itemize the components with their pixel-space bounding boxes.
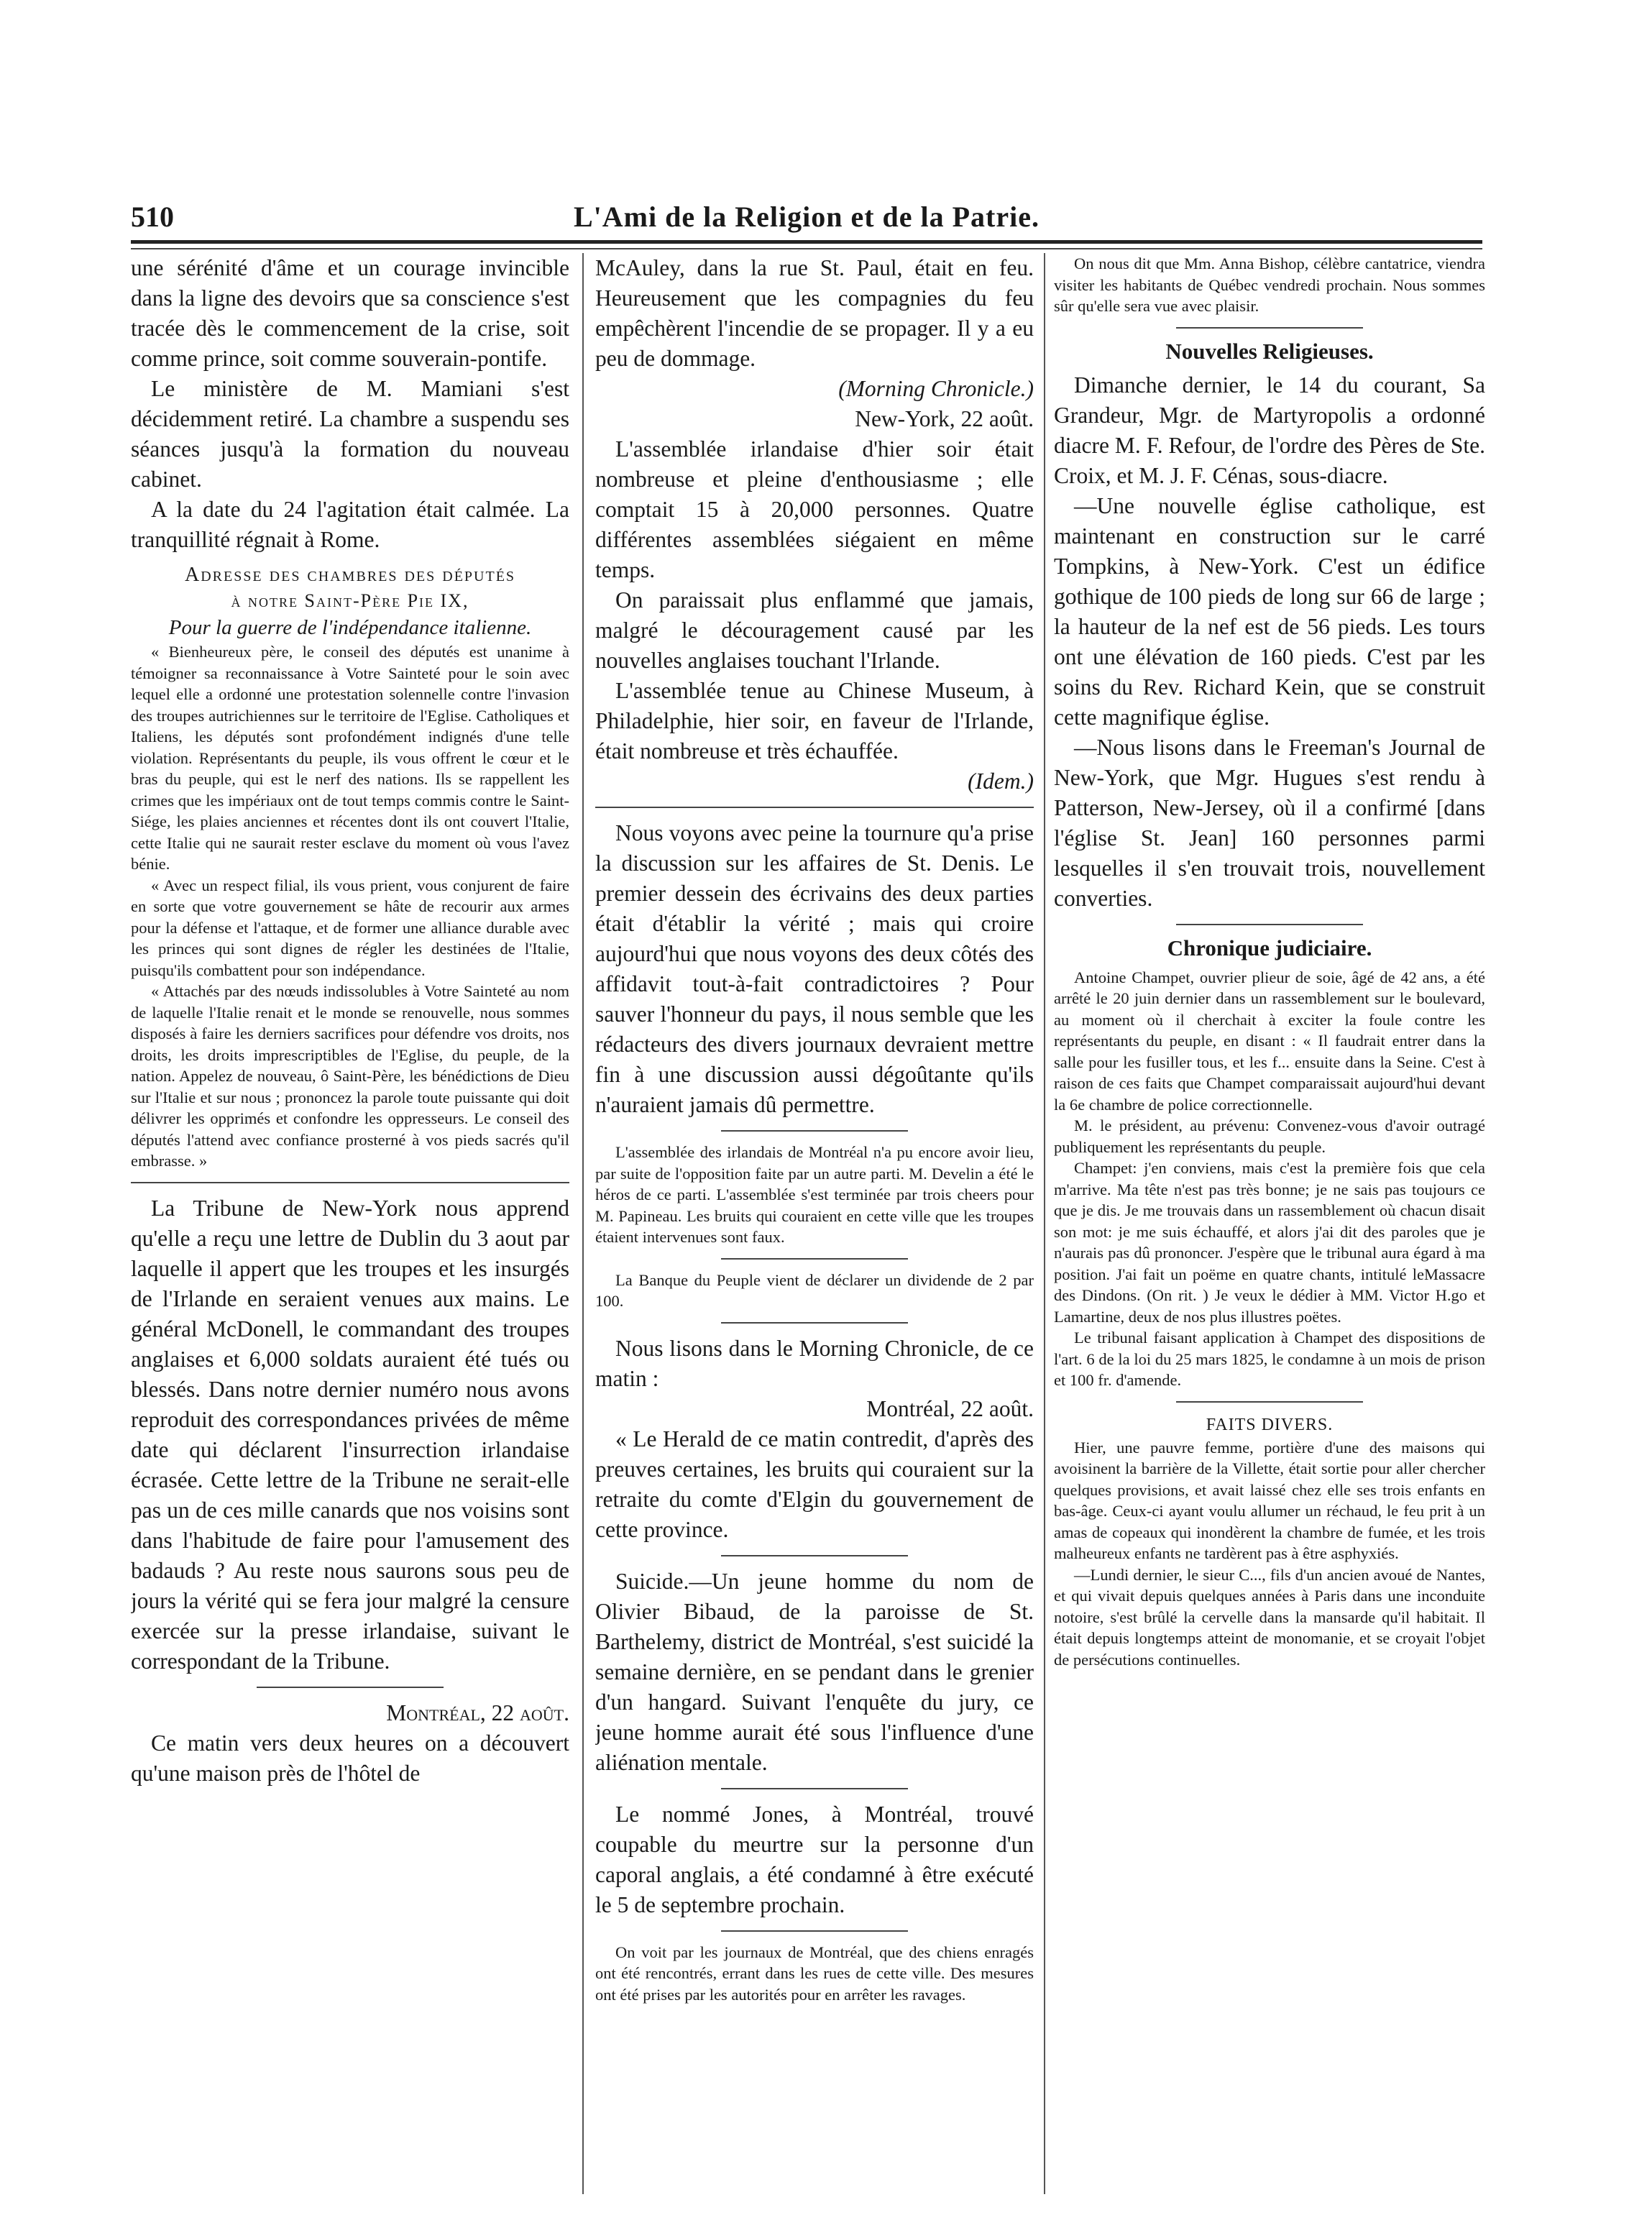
brief-paragraph: La Banque du Peuple vient de déclarer un dividende de 2 par 100. (595, 1270, 1034, 1310)
separator (257, 1687, 444, 1688)
paragraph: une sérénité d'âme et un courage invincible dans la ligne des devoirs que sa conscience s'est tracée dès le commencement de la crise, soit comme prince, soit comme souverain-pontife. (131, 255, 569, 371)
column-divider (582, 253, 584, 2194)
paragraph: Le ministère de M. Mamiani s'est décidemment retiré. La chambre a suspendu ses séances jusqu'à la formation du nouveau cabinet. (131, 376, 569, 492)
column-2 (595, 253, 1034, 2194)
separator (595, 807, 1034, 808)
paragraph: —Nous lisons dans le Freeman's Journal de New-York, que Mgr. Hugues s'est rendu à Patterson, New-Jersey, où il a confirmé [dans l'église St. Jean] 160 personnes parmi lesquelles il s'en trouvait trois, nouvellement converties. (1054, 734, 1485, 911)
header-rule (131, 240, 1482, 249)
dateline: Montréal, 22 août. (866, 1395, 1034, 1421)
source-credit: (Idem.) (968, 769, 1034, 794)
separator (1176, 327, 1363, 329)
separator (131, 1182, 569, 1183)
page-header (131, 198, 1482, 236)
section-subheading: Pour la guerre de l'indépendance italienne. (168, 616, 532, 639)
paragraph: Suicide.—Un jeune homme du nom de Olivier Bibaud, de la paroisse de St. Barthelemy, district de Montréal, s'est suicidé la semaine dernière, en se pendant dans le grenier d'un hangard. Suivant l'enquête du jury, ce jeune homme aurait été sous l'influence d'une aliénation mentale. (595, 1568, 1034, 1775)
column-divider (1044, 253, 1045, 2194)
paragraph: « Le Herald de ce matin contredit, d'après des preuves certaines, les bruits qui couraient sur la retraite du comte d'Elgin du gouvernement de cette province. (595, 1426, 1034, 1542)
dateline: New-York, 22 août. (855, 406, 1034, 431)
column-1 (131, 253, 569, 2194)
paragraph: L'assemblée tenue au Chinese Museum, à Philadelphie, hier soir, en faveur de l'Irlande, était nombreuse et très échauffée. (595, 678, 1034, 763)
section-heading: Chronique judiciaire. (1167, 935, 1372, 960)
separator (721, 1788, 908, 1789)
paragraph: McAuley, dans la rue St. Paul, était en feu. Heureusement que les compagnies du feu empêchèrent l'incendie de se propager. Il y a eu peu de dommage. (595, 255, 1034, 371)
brief-paragraph: On nous dit que Mm. Anna Bishop, célèbre cantatrice, viendra visiter les habitants de Québec vendredi prochain. Nous sommes sûr qu'elle sera vue avec plaisir. (1054, 254, 1485, 315)
section-heading: FAITS DIVERS. (1206, 1415, 1334, 1434)
section-subheading: à notre Saint-Père Pie IX, (231, 590, 469, 611)
brief-paragraph: On voit par les journaux de Montréal, que des chiens enragés ont été rencontrés, errant dans les rues de cette ville. Des mesures ont été prises par les autorités pour en arrêter les ravages. (595, 1943, 1034, 2004)
separator (1176, 924, 1363, 925)
brief-paragraph: L'assemblée des irlandais de Montréal n'a pu encore avoir lieu, par suite de l'opposition faite par un autre parti. M. Develin a été le héros de ce parti. L'assemblée s'est terminée par trois cheers pour M. Papineau. Les bruits qui couraient en cette ville que les troupes étaient intervenues sont faux. (595, 1143, 1034, 1246)
paragraph: La Tribune de New-York nous apprend qu'elle a reçu une lettre de Dublin du 3 aout par laquelle il appert que les troupes et les insurgés de l'Irlande en seraient venues aux mains. Le général McDonell, le commandant des troupes anglaises et 6,000 soldats auraient été tués ou blessés. Dans notre dernier numéro nous avons reproduit des correspondances privées de même date qui déclarent l'insurrection irlandaise écrasée. Cette lettre de la Tribune ne serait-elle pas un de ces mille canards que nos voisins sont dans l'habitude de faire pour l'amusement des badauds ? Au reste nous saurons sous peu de jours la vérité qui se fera jour malgré la censure exercée sur la presse irlandaise, suivant le correspondant de la Tribune. (131, 1195, 569, 1674)
paragraph: Nous voyons avec peine la tournure qu'a prise la discussion sur les affaires de St. Denis. Le premier dessein des écrivains des deux parties était d'établir la vérité ; mais qui croire aujourd'hui que nous voyons des deux côtés des affidavit tout-à-fait contradictoires ? Pour sauver l'honneur du pays, il nous semble que les rédacteurs des divers journaux devraient mettre fin à une discussion aussi dégoûtante qu'ils n'auraient jamais dû permettre. (595, 820, 1034, 1117)
section-heading: Adresse des chambres des députés (184, 564, 516, 586)
separator (1176, 1401, 1363, 1403)
brief-paragraph: Antoine Champet, ouvrier plieur de soie, âgé de 42 ans, a été arrêté le 20 juin dernier dans un rassemblement sur le boulevard, au moment où il cherchait à exciter la foule contre les représentants du peuple, en disant : « Il faudrait entrer dans la salle pour les fusiller tous, et les f... ensuite dans la Seine. C'est à raison de ces faits que Champet comparaissait aujourd'hui devant la 6e chambre de police correctionnelle. (1054, 968, 1485, 1114)
column-3 (1054, 253, 1485, 2194)
paragraph: A la date du 24 l'agitation était calmée. La tranquillité régnait à Rome. (131, 497, 569, 552)
brief-paragraph: Hier, une pauvre femme, portière d'une des maisons qui avoisinent la barrière de la Villette, était sortie pour aller chercher quelques provisions, et avait laissé chez elle ses trois enfants en bas-âge. Ceux-ci ayant voulu allumer un réchaud, le feu prit à un amas de copeaux qui inondèrent la chambre de fumée, et les trois malheureux enfants ne tardèrent pas à être asphyxiés. (1054, 1438, 1485, 1562)
brief-paragraph: M. le président, au prévenu: Convenez-vous d'avoir outragé publiquement les représentants du peuple. (1054, 1116, 1485, 1156)
separator (721, 1322, 908, 1324)
quote-paragraph: « Attachés par des nœuds indissolubles à Votre Sainteté au nom de laquelle l'Italie renait et le monde se renouvelle, nous sommes disposés à faire les derniers sacrifices pour défendre vos droits, nos droits, les droits imprescriptibles de l'Eglise, du peuple, de la nation. Appelez de nouveau, ô Saint-Père, les bénédictions de Dieu sur l'Italie et sur nous ; prononcez la parole toute puissante qui doit délivrer les opprimés et confondre les oppresseurs. Le conseil des députés l'attend avec confiance prosterné à vos pieds sacrés qu'il embrasse. » (131, 982, 569, 1170)
paragraph: Le nommé Jones, à Montréal, trouvé coupable du meurtre sur la personne d'un caporal anglais, a été condamné à être exécuté le 5 de septembre prochain. (595, 1801, 1034, 1917)
paragraph: L'assemblée irlandaise d'hier soir était nombreuse et pleine d'enthousiasme ; elle comptait 15 à 20,000 personnes. Quatre différentes assemblées siégaient en même temps. (595, 436, 1034, 582)
paragraph: —Une nouvelle église catholique, est maintenant en construction sur le carré Tompkins, à New-York. C'est un édifice gothique de 100 pieds de long sur 66 de large ; la hauteur de la nef est de 56 pieds. Les tours ont une élévation de 160 pieds. C'est par les soins du Rev. Richard Kein, que se construit cette magnifique église. (1054, 492, 1485, 730)
paragraph: Ce matin vers deux heures on a découvert qu'une maison près de l'hôtel de (131, 1730, 569, 1786)
quote-paragraph: « Avec un respect filial, ils vous prient, vous conjurent de faire en sorte que votre gouvernement se hâte de recourir aux armes pour la défense et l'attaque, et de former une alliance durable avec les princes qui sont dignes de régler les destinées de l'Italie, puisqu'ils combattent pour son indépendance. (131, 876, 569, 979)
separator (721, 1930, 908, 1932)
separator (721, 1555, 908, 1556)
brief-paragraph: Le tribunal faisant application à Champet des dispositions de l'art. 6 de la loi du 25 mars 1825, le condamne à un mois de prison et 100 fr. d'amende. (1054, 1329, 1485, 1389)
separator (721, 1130, 908, 1132)
brief-paragraph: Champet: j'en conviens, mais c'est la première fois que cela m'arrive. Ma tête n'est pas très bonne; je ne sais pas toujours ce que je dis. Je me trouvais dans un rassemblement où chacun disait son mot: je me suis échauffé, et alors j'ai dit des paroles que je n'aurais pas dû prononcer. J'espère que le tribunal aura égard à ma position. J'ai fait un poëme en quatre chants, intitulé leMassacre des Dindons. (On rit. ) Je veux le dédier à MM. Victor H.go et Lamartine, deux de nos plus illustres poëtes. (1054, 1159, 1485, 1326)
quote-paragraph: « Bienheureux père, le conseil des députés est unanime à témoigner sa reconnaissance à Votre Sainteté pour le soin avec lequel elle a ordonné une protestation solennelle contre l'invasion des troupes autrichiennes sur le territoire de l'Eglise. Catholiques et Italiens, les députés sont profondément indignés d'une telle violation. Représentants du peuple, ils vous offrent le cœur et le bras du peuple, qui est le nerf des nations. Ils se rappellent les crimes que les impériaux ont de tout temps commis contre le Saint-Siége, les plaies anciennes et récentes dont ils ont couvert l'Italie, cette Italie qui ne saurait rester esclave du moment où vous l'avez bénie. (131, 643, 569, 873)
source-credit: (Morning Chronicle.) (838, 376, 1034, 401)
page-number: 510 (131, 201, 174, 233)
newspaper-title: L'Ami de la Religion et de la Patrie. (573, 201, 1040, 233)
brief-paragraph: —Lundi dernier, le sieur C..., fils d'un ancien avoué de Nantes, et qui vivait depuis quelques années à Paris dans une inconduite notoire, s'est brûlé la cervelle dans la mansarde qu'il habitait. Il était depuis longtemps atteint de monomanie, et se croyait l'objet de persécutions continuelles. (1054, 1565, 1485, 1669)
paragraph: Dimanche dernier, le 14 du courant, Sa Grandeur, Mgr. de Martyropolis a ordonné diacre M. F. Refour, de l'ordre des Pères de Ste. Croix, et M. J. F. Cénas, sous-diacre. (1054, 372, 1485, 488)
separator (721, 1258, 908, 1260)
dateline: Montréal, 22 août. (386, 1700, 569, 1725)
paragraph: Nous lisons dans le Morning Chronicle, de ce matin : (595, 1335, 1034, 1391)
section-heading: Nouvelles Religieuses. (1165, 338, 1374, 364)
paragraph: On paraissait plus enflammé que jamais, malgré le découragement causé par les nouvelles anglaises touchant l'Irlande. (595, 587, 1034, 673)
